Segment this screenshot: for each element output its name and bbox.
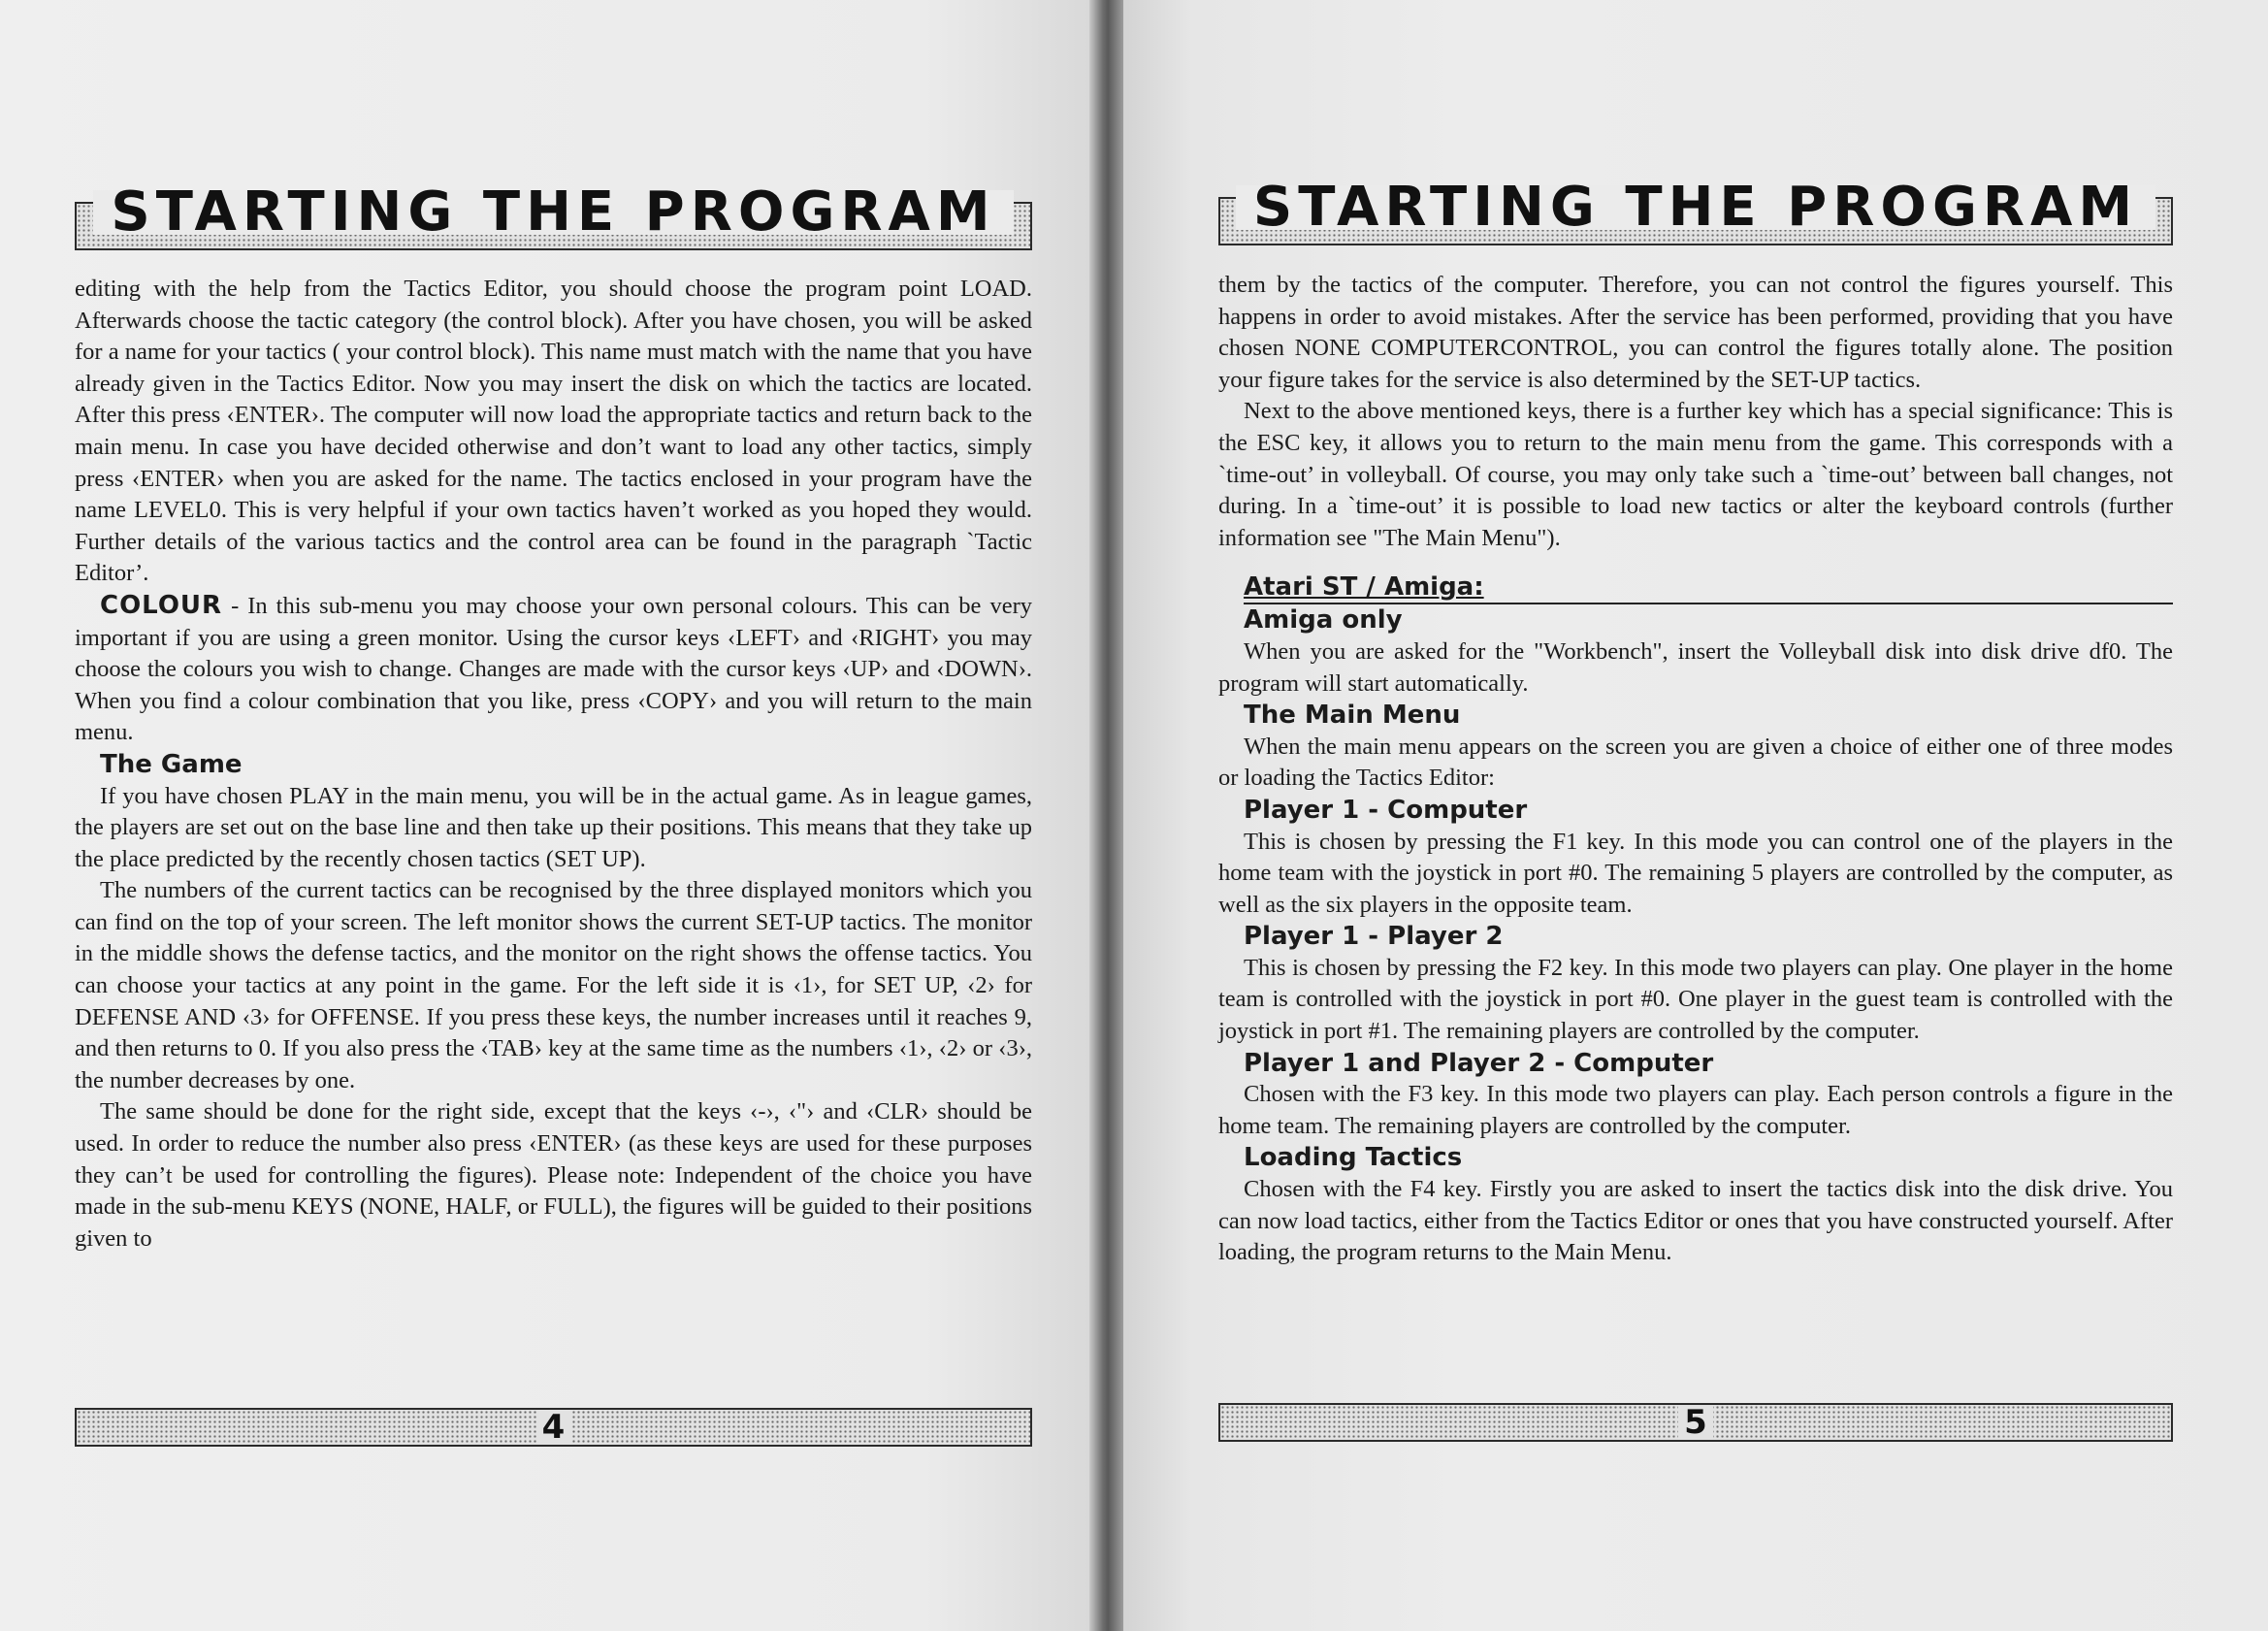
- right-page-number: 5: [1678, 1405, 1713, 1440]
- main-menu-heading: The Main Menu: [1244, 701, 1461, 731]
- left-paragraph-load: editing with the help from the Tactics Editor, you should choose the program point LOAD. Afterwards choose the tactic category (the control block). After you have chosen, you will be asked for a name for your tactics ( your control block). This name must match with the name that you have already given in the Tactics Editor. Now you may insert the disk on which the tactics are located. After this press ‹ENTER›. The computer will now load the appropriate tactics and return back to the main menu. In case you have decided otherwise and don’t want to load any other tactics, simply press ‹ENTER› when you are asked for the name. The tactics enclosed in your program have the name LEVEL0. This is very helpful if your own tactics haven’t worked as you hoped they would. Further details of the various tactics and the control area can be found in the paragraph `Tactic Editor’.: [75, 276, 1032, 587]
- right-body-text: [1218, 270, 2173, 1269]
- right-paragraph-tactics: them by the tactics of the computer. Therefore, you can not control the figures yourself. This happens in order to avoid mistakes. After the service has been performed, providing that you have chosen NONE COMPUTERCONTROL, you can control the figures totally alone. The position your figure takes for the service is also determined by the SET-UP tactics.: [1218, 272, 2173, 393]
- left-page-number: 4: [536, 1410, 571, 1445]
- the-game-heading: The Game: [100, 749, 243, 779]
- left-paragraph-monitors: The numbers of the current tactics can be recognised by the three displayed monitors which you can find on the top of your screen. The left monitor shows the current SET-UP tactics. The monitor in the middle shows the defense tactics, and the monitor on the right shows the offense tactics. You can choose your tactics at any point in the game. For the left side it is ‹1›, for SET UP, ‹2› for DEFENSE AND ‹3› for OFFENSE. If you press these keys, the number increases until it reaches 9, and then returns to 0. If you also press the ‹TAB› key at the same time as the numbers ‹1›, ‹2› or ‹3›, the number decreases by one.: [75, 877, 1032, 1093]
- player1-player2-computer-text: Chosen with the F3 key. In this mode two players can play. Each person controls a figure in the home team. The remaining players are controlled by the computer.: [1218, 1081, 2173, 1139]
- left-header-banner: [75, 180, 1032, 250]
- book-gutter: [1089, 0, 1123, 1631]
- right-paragraph-esc: Next to the above mentioned keys, there is a further key which has a special significance: This is the ESC key, it allows you to return to the main menu from the game. This corresponds with a `time-out’ in volleyball. Of course, you may only take such a `time-out’ between ball changes, not during. In a `time-out’ it is possible to load new tactics or alter the keyboard controls (further information see "The Main Menu").: [1218, 398, 2173, 551]
- left-page: [0, 0, 1089, 1631]
- player1-computer-heading: Player 1 - Computer: [1244, 795, 1528, 825]
- atari-amiga-section-title: Atari ST / Amiga:: [1244, 572, 1484, 603]
- colour-text: - In this sub-menu you may choose your own personal colours. This can be very important if you are using a green monitor. Using the cursor keys ‹LEFT› and ‹RIGHT› you may choose the colours you wish to change. Changes are made with the cursor keys ‹UP› and ‹DOWN›. When you find a colour combination that you like, press ‹COPY› and you will return to the main menu.: [75, 592, 1032, 746]
- left-paragraph-right-side: The same should be done for the right side, except that the keys ‹-›, ‹"› and ‹CLR› should be used. In order to reduce the number also press ‹ENTER› (as these keys are used for these purposes they can’t be used for controlling the figures). Please note: Independent of the choice you have made in the sub-menu KEYS (NONE, HALF, or FULL), the figures will be guided to their positions given to: [75, 1098, 1032, 1252]
- player1-computer-text: This is chosen by pressing the F1 key. In this mode you can control one of the players in the home team with the joystick in port #0. The remaining 5 players are controlled by the computer, as well as the six players in the opposite team.: [1218, 828, 2173, 918]
- loading-tactics-heading: Loading Tactics: [1244, 1143, 1463, 1173]
- left-paragraph-colour: [75, 590, 1032, 749]
- right-footer-bar: [1218, 1403, 2173, 1442]
- left-paragraph-play: If you have chosen PLAY in the main menu, you will be in the actual game. As in league games, the players are set out on the base line and then take up their positions. This means that they take up the place predicted by the recently chosen tactics (SET UP).: [75, 782, 1032, 872]
- player1-player2-heading: Player 1 - Player 2: [1244, 922, 1504, 952]
- amiga-only-text: When you are asked for the "Workbench", insert the Volleyball disk into disk drive df0. The program will start automatically.: [1218, 637, 2173, 697]
- amiga-only-heading: Amiga only: [1244, 605, 1403, 636]
- player1-player2-text: This is chosen by pressing the F2 key. In this mode two players can play. One player in the home team is controlled with the joystick in port #0. One player in the guest team is controlled with the joystick in port #1. The remaining players are controlled by the computer.: [1218, 954, 2173, 1045]
- loading-tactics-text: Chosen with the F4 key. Firstly you are asked to insert the tactics disk into the disk drive. You can now load tactics, either from the Tactics Editor or ones that you have constructed yourself. After loading, the program returns to the Main Menu.: [1218, 1176, 2173, 1266]
- left-footer-bar: [75, 1408, 1032, 1447]
- player1-player2-computer-heading: Player 1 and Player 2 - Computer: [1244, 1048, 1714, 1078]
- left-header-title: STARTING THE PROGRAM: [93, 190, 1013, 235]
- left-body-text: [75, 274, 1032, 1255]
- right-page: [1123, 0, 2268, 1631]
- right-header-title: STARTING THE PROGRAM: [1236, 185, 2155, 230]
- colour-heading: COLOUR: [100, 590, 223, 620]
- right-header-banner: [1218, 176, 2173, 245]
- main-menu-text: When the main menu appears on the screen you are given a choice of either one of three modes or loading the Tactics Editor:: [1218, 733, 2173, 792]
